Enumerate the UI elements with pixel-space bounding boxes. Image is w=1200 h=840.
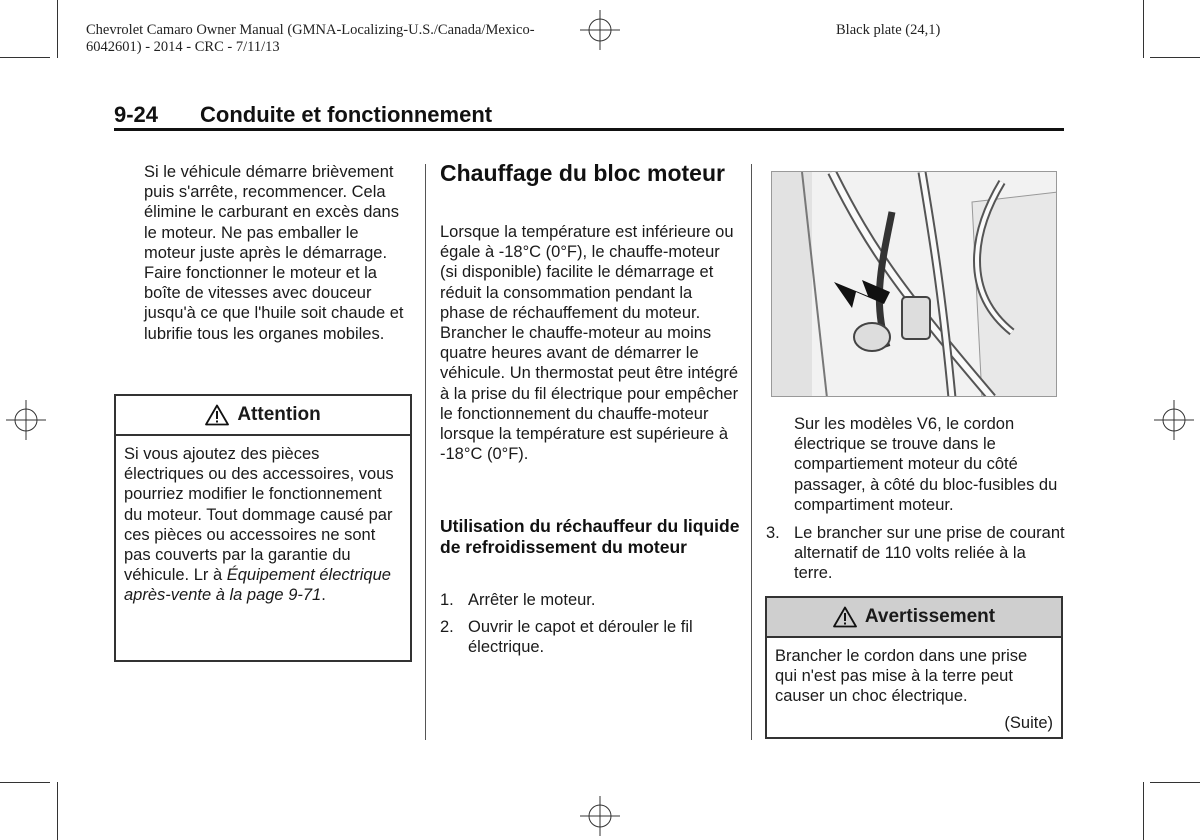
attention-end: .	[321, 586, 326, 605]
warning-body	[767, 638, 1061, 733]
crop-mark	[57, 0, 58, 58]
page-number: 9-24	[114, 102, 159, 127]
list-item	[440, 617, 735, 657]
crop-mark	[1143, 782, 1144, 840]
step-number: 2.	[440, 618, 454, 637]
heading-rule	[114, 128, 1064, 131]
block-heater-paragraph: Lorsque la température est inférieure ou égale à -18°C (0°F), le chauffe-moteur (si disponible) facilite le démarrage et réduit la consommation pendant la phase de réchauffement du moteur. Brancher le chauffe-moteur au moins quatre heures avant de démarrer le véhicule. Un thermostat peut être intégré à la prise du fil électrique pour empêcher le fonctionnement du chauffe-moteur lorsque la température est supérieure à -18°C (0°F).	[440, 223, 739, 464]
step-text: Le brancher sur une prise de courant alternatif de 110 volts reliée à la terre.	[794, 524, 1065, 583]
step-text: Arrêter le moteur.	[468, 591, 596, 609]
registration-mark-icon	[6, 400, 46, 440]
attention-text: Si vous ajoutez des pièces électriques ou des accessoires, vous pourriez modifier le fonctionnement du moteur. Tout dommage causé par ces pièces ou accessoires ne sont pas couverts par la garantie du véhicule. Lr à	[124, 445, 394, 585]
plate-label: Black plate (24,1)	[836, 22, 941, 38]
steps-list-continued	[766, 523, 1066, 591]
intro-paragraph: Si le véhicule démarre brièvement puis s'arrête, recommencer. Cela élimine le carburant en excès dans le moteur. Ne pas emballer le moteur juste après le démarrage. Faire fonctionner le moteur et la boîte de vitesses avec douceur jusqu'à ce que l'huile soit chaude et lubrifie tous les organes mobiles.	[144, 163, 404, 343]
warning-text: Brancher le cordon dans une prise qui n'est pas mise à la terre peut causer un choc électrique.	[775, 647, 1028, 706]
crop-mark	[1143, 0, 1144, 58]
step-number: 1.	[440, 591, 454, 609]
cross-reference-link[interactable]: Équipement électrique après-vente à la page 9-71	[124, 566, 391, 605]
warning-box	[765, 596, 1063, 739]
warning-title: Avertissement	[864, 606, 996, 627]
attention-header	[116, 396, 410, 436]
page-heading	[114, 102, 1064, 130]
continued-label: (Suite)	[1004, 713, 1053, 732]
print-header-line-1: Chevrolet Camaro Owner Manual (GMNA-Localizing-U.S./Canada/Mexico-	[86, 22, 535, 38]
chapter-title: Conduite et fonctionnement	[200, 102, 493, 127]
registration-mark-icon	[580, 796, 620, 836]
v6-cord-paragraph: Sur les modèles V6, le cordon électrique se trouve dans le compartiement moteur du côté passager, à côté du bloc-fusibles du compartiment moteur.	[794, 415, 1058, 514]
crop-mark	[0, 782, 50, 783]
crop-mark	[57, 782, 58, 840]
list-item	[440, 590, 735, 610]
crop-mark	[1150, 57, 1200, 58]
column-divider	[751, 164, 752, 740]
column-divider	[425, 164, 426, 740]
print-header-line-2: 6042601) - 2014 - CRC - 7/11/13	[86, 39, 280, 55]
steps-list	[440, 590, 735, 665]
list-item	[766, 523, 1066, 584]
warning-triangle-icon	[205, 404, 229, 426]
step-number: 3.	[766, 524, 780, 542]
registration-mark-icon	[1154, 400, 1194, 440]
step-text: Ouvrir le capot et dérouler le fil électrique.	[468, 618, 693, 657]
warning-header	[767, 598, 1061, 638]
engine-cord-illustration	[771, 171, 1057, 397]
crop-mark	[0, 57, 50, 58]
engine-cord-drawing	[772, 172, 1057, 397]
attention-title: Attention	[237, 404, 321, 425]
crop-mark	[1150, 782, 1200, 783]
attention-body	[116, 436, 410, 606]
print-header	[86, 22, 606, 56]
subsection-title: Utilisation du réchauffeur du liquide de refroidissement du moteur	[440, 516, 740, 557]
section-title: Chauffage du bloc moteur	[440, 160, 725, 186]
attention-box	[114, 394, 412, 662]
warning-triangle-icon	[833, 606, 857, 628]
